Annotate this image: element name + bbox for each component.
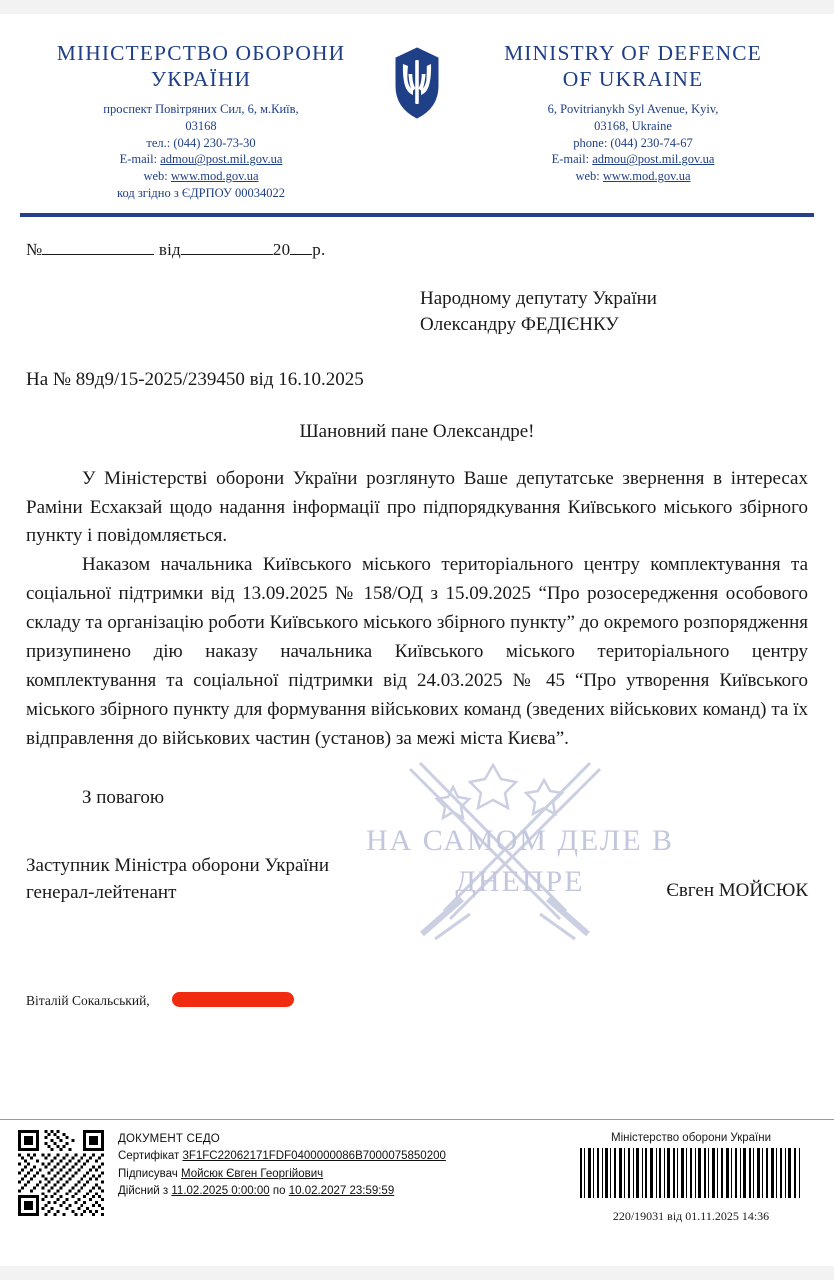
validity-from: 11.02.2025 0:00:00 — [171, 1184, 270, 1197]
page-edge-bottom — [0, 1266, 834, 1280]
email-en-label: E-mail: — [551, 152, 590, 167]
certificate-label: Сертифікат — [118, 1150, 180, 1163]
address-uk-line2: 03168 — [185, 119, 217, 134]
validity-row — [118, 1183, 446, 1200]
barcode-caption: Міністерство оборони України — [610, 1132, 772, 1144]
letterhead-ukrainian — [28, 40, 374, 201]
ministry-title-uk-line1: МІНІСТЕРСТВО ОБОРОНИ — [56, 41, 346, 65]
edrpou-code: код згідно з ЄДРПОУ 00034022 — [117, 185, 285, 200]
incoming-reference: На № 89д9/15-2025/239450 від 16.10.2025 — [26, 368, 364, 390]
web-en-row — [460, 168, 806, 185]
sedo-info — [118, 1130, 446, 1200]
barcode-number: 220/19031 від 01.11.2025 14:36 — [612, 1209, 770, 1223]
qr-code-icon — [18, 1130, 104, 1216]
reference-number-field[interactable] — [42, 239, 154, 255]
body-paragraph-1: У Міністерстві оборони України розглянуто Ваше депутатське звернення в інтересах Раміни Есхакзай щодо надання інформації про підпорядкування Київського міського збірного пункту і повідомляється. — [26, 467, 808, 547]
reference-year-label: 20 — [272, 240, 291, 260]
reference-number-label: № — [26, 240, 43, 260]
email-uk-row — [28, 151, 374, 168]
certificate-value: 3F1FC22062171FDF0400000086B7000075850200 — [182, 1150, 446, 1163]
phone-uk: тел.: (044) 230-73-30 — [146, 135, 256, 150]
ministry-title-en — [460, 40, 806, 92]
email-uk-label: E-mail: — [119, 152, 158, 167]
addressee-block — [0, 286, 834, 338]
signer-position-line2: генерал-лейтенант — [26, 881, 177, 903]
reference-date-label: від — [158, 240, 181, 260]
web-uk-link[interactable]: www.mod.gov.ua — [170, 168, 259, 183]
ukraine-trident-icon — [391, 46, 443, 120]
address-en-line1: 6, Povitrianykh Syl Avenue, Kyiv, — [547, 102, 719, 117]
ministry-contacts-uk — [28, 101, 374, 201]
email-en-link[interactable]: admou@post.mil.gov.ua — [592, 152, 715, 167]
crossed-swords-icon — [390, 749, 620, 949]
validity-label: Дійсний з — [118, 1184, 169, 1197]
ministry-contacts-en — [460, 101, 806, 184]
signer-name: Євген МОЙСЮК — [666, 879, 808, 901]
barcode-block — [566, 1130, 816, 1224]
document-sheet — [0, 14, 834, 1266]
watermark-line2: ДНЕПРЕ — [455, 864, 585, 898]
sedo-title: ДОКУМЕНТ СЕДО — [118, 1133, 220, 1145]
email-en-row — [460, 151, 806, 168]
letter-body — [26, 465, 808, 754]
document-footer — [0, 1119, 834, 1252]
watermark-line1: НА САМОМ ДЕЛЕ В — [365, 824, 675, 857]
signer-value: Мойсюк Євген Георгійович — [181, 1167, 324, 1180]
page-edge-top — [0, 0, 834, 14]
validity-to: 10.02.2027 23:59:59 — [288, 1184, 395, 1197]
web-en-label: web: — [575, 168, 600, 183]
salutation: Шановний пане Олександре! — [299, 420, 535, 442]
address-uk-line1: проспект Повітряних Сил, 6, м.Київ, — [103, 102, 299, 117]
redaction-mark — [172, 992, 294, 1007]
address-en-line2: 03168, Ukraine — [594, 119, 672, 134]
certificate-row — [118, 1148, 446, 1165]
addressee-line2: Олександру ФЕДІЄНКУ — [420, 314, 619, 336]
addressee-line1: Народному депутату України — [420, 288, 657, 310]
reference-line — [26, 239, 834, 260]
signer-position — [26, 853, 329, 906]
reference-year-field[interactable] — [290, 239, 312, 255]
executor-block — [26, 993, 150, 1009]
ministry-title-en-line2: OF UKRAINE — [562, 67, 704, 92]
ministry-title-uk-line2: УКРАЇНИ — [150, 67, 252, 92]
phone-en: phone: (044) 230-74-67 — [573, 135, 693, 150]
reference-year-suffix: р. — [312, 240, 326, 260]
body-paragraph-2: Наказом начальника Київського міського територіального центру комплектування та соціальної підтримки від 13.09.2025 № 158/ОД з 15.09.2025 “Про розосередження особового складу та організацію роботи Київського міського збірного пункту” до окремого розпорядження призупинено дію наказу начальника Київського міського територіального центру комплектування та соціальної підтримки від 24.03.2025 № 45 “Про утворення Київського міського збірного пункту для формування військових команд (зведених військових команд) та їх відправлення до військових частин (установ) за межі міста Києва”. — [26, 554, 808, 749]
executor-name: Віталій Сокальський, — [26, 992, 150, 1008]
signer-label: Підписувач — [118, 1167, 178, 1180]
signer-position-line1: Заступник Міністра оборони України — [26, 855, 330, 877]
email-uk-link[interactable]: admou@post.mil.gov.ua — [160, 152, 283, 167]
barcode-icon — [576, 1148, 806, 1198]
emblem-container — [374, 40, 460, 120]
web-en-link[interactable]: www.mod.gov.ua — [602, 168, 691, 183]
ministry-title-en-line1: MINISTRY OF DEFENCE — [504, 41, 762, 65]
closing-regards: З повагою — [82, 787, 165, 809]
ministry-title-uk — [28, 40, 374, 92]
signature-block — [26, 853, 808, 906]
reference-date-field[interactable] — [181, 239, 273, 255]
letterhead — [0, 14, 834, 201]
letterhead-english — [460, 40, 806, 185]
web-uk-row — [28, 168, 374, 185]
web-uk-label: web: — [143, 168, 168, 183]
header-divider — [20, 213, 814, 217]
signer-row — [118, 1166, 446, 1183]
validity-to-label: по — [272, 1184, 286, 1197]
